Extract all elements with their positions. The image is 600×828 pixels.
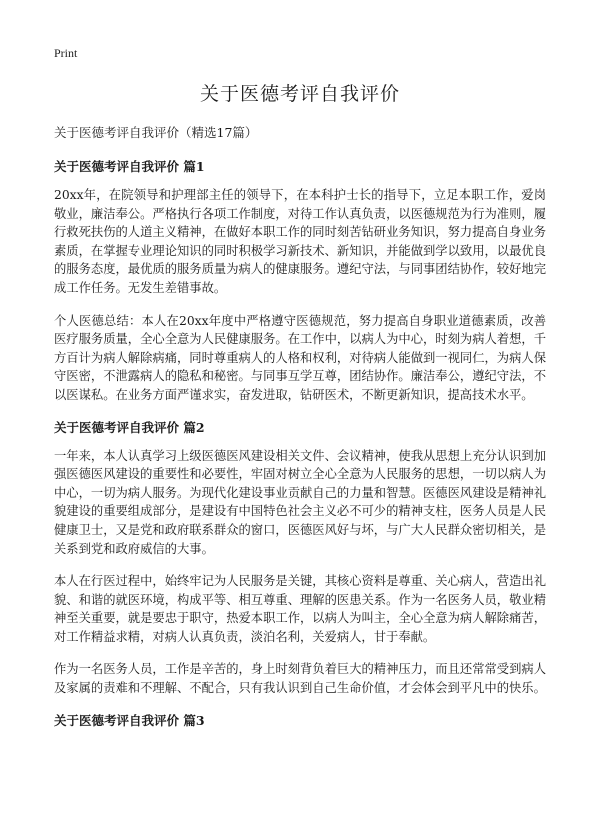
paragraph: 一年来，本人认真学习上级医德医风建设相关文件、会议精神，使我从思想上充分认识到加强医德医风建设的重要性和必要性，牢固对树立全心全意为人民服务的思想，一切以病人为中心，一切为病人服务。为现代化建设事业贡献自己的力量和智慧。医德医风建设是精神礼貌建设的重要组成部分，是建设有中国特色社会主义必不可少的精神支柱，医务人员是人民健康卫士，又是党和政府联系群众的窗口，医德医风好与坏，与广大人民群众密切相关，是关系到党和政府威信的大事。 [54,448,546,556]
print-link[interactable]: Print [54,46,78,60]
paragraph: 个人医德总结：本人在20xx年度中严格遵守医德规范，努力提高自身职业道德素质，改善医疗服务质量，全心全意为人民健康服务。在工作中，以病人为中心，时刻为病人着想，千方百计为病人解除病痛，同时尊重病人的人格和权利，对待病人能做到一视同仁，为病人保守医密，不泄露病人的隐私和秘密。与同事互学互尊，团结协作。廉洁奉公，遵纪守法，不以医谋私。在业务方面严谨求实，奋发进取，钻研医术，不断更新知识，提高技术水平。 [54,313,546,402]
paragraph: 本人在行医过程中，始终牢记为人民服务是关键，其核心资料是尊重、关心病人，营造出礼貌、和谐的就医环境，构成平等、相互尊重、理解的医患关系。作为一名医务人员，敬业精神至关重要，就是要忠于职守，热爱本职工作，以病人为叫主，全心全意为病人解除痛苦，对工作精益求精，对病人认真负责，淡泊名利，关爱病人，甘于奉献。 [54,574,546,644]
document-title: 关于医德考评自我评价 [199,83,400,105]
paragraph: 作为一名医务人员，工作是辛苦的，身上时刻背负着巨大的精神压力，而且还常常受到病人及家属的责难和不理解、不配合，只有我认识到自己生命价值，才会体会到平凡中的快乐。 [54,662,546,696]
section-2 [54,419,546,698]
section-heading: 关于医德考评自我评价 篇3 [54,712,205,728]
section-heading: 关于医德考评自我评价 篇1 [54,159,205,174]
section-3 [54,712,546,730]
section-heading: 关于医德考评自我评价 篇2 [54,419,205,435]
paragraph: 20xx年，在院领导和护理部主任的领导下，在本科护士长的指导下，立足本职工作，爱岗敬业，廉洁奉公。严格执行各项工作制度，对待工作认真负责，以医德规范为行为准则，履行救死扶伤的人道主义精神，在做好本职工作的同时刻苦钻研业务知识，努力提高自身业务素质，在掌握专业理论知识的同时积极学习新技术、新知识，并能做到学以致用，以最优良的服务态度，最优质的服务质量为病人的健康服务。遵纪守法，与同事团结协作，较好地完成工作任务。无发生差错事故。 [54,188,546,295]
section-1 [54,158,546,405]
document-subtitle: 关于医德考评自我评价（精选17篇） [54,125,258,140]
